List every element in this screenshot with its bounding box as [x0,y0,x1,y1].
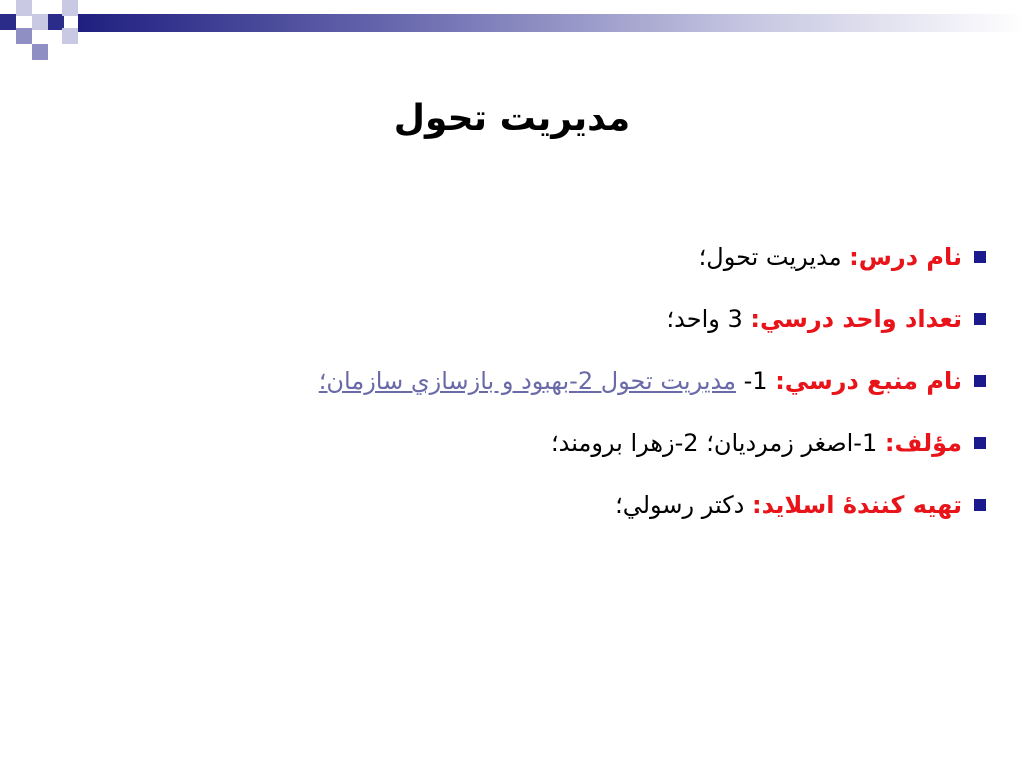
item-value: مديريت تحول؛ [698,243,850,271]
decor-square [16,28,32,44]
bullet-text [699,243,962,271]
list-item [146,226,986,288]
item-label: تهيه کنندۀ اسلايد: [751,491,962,519]
decor-square [0,14,16,30]
item-label: نام درس: [849,243,962,271]
source-link[interactable]: مديريت تحول 2-بهبود و بازسازي سازمان؛ [318,367,736,395]
item-value: 1-اصغر زمرديان؛ 2-زهرا برومند؛ [551,429,885,457]
list-item [146,350,986,412]
item-value: 3 واحد؛ [666,305,751,333]
square-bullet-icon [974,499,986,511]
list-item [146,412,986,474]
header-decoration [0,0,1024,62]
decor-square [16,0,32,16]
bullet-list [146,226,986,536]
bullet-text [615,491,962,519]
decor-square [62,0,78,16]
square-bullet-icon [974,437,986,449]
bullet-text [319,367,962,395]
square-bullet-icon [974,375,986,387]
item-value: 1- [735,367,776,395]
slide-title: مديريت تحول [393,98,631,139]
decor-square [32,14,48,30]
square-bullet-icon [974,313,986,325]
decor-square [62,28,78,44]
item-label: نام منبع درسي: [775,367,962,395]
list-item [146,474,986,536]
decor-square [32,44,48,60]
item-label: تعداد واحد درسي: [750,305,962,333]
bullet-text [551,429,962,457]
header-gradient-bar [78,14,1024,32]
item-value: دکتر رسولي؛ [615,491,752,519]
bullet-text [667,305,962,333]
list-item [146,288,986,350]
square-bullet-icon [974,251,986,263]
item-label: مؤلف: [884,429,962,457]
